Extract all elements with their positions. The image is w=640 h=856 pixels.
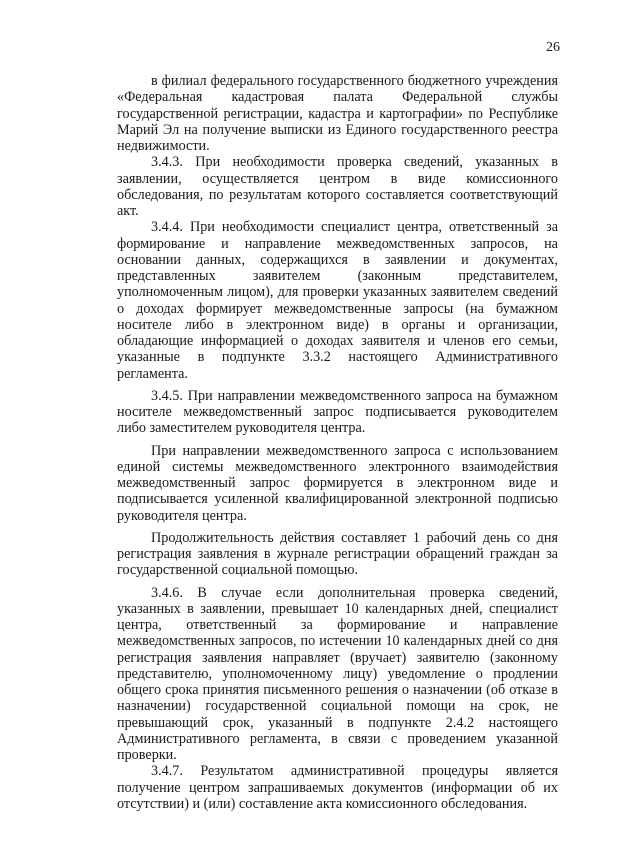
paragraph-3-4-3: 3.4.3. При необходимости проверка сведений, указанных в заявлении, осуществляется центром в виде комиссионного обследования, по результатам которого составляется соответствующий акт. [117, 154, 558, 219]
paragraph-3-4-6: 3.4.6. В случае если дополнительная проверка сведений, указанных в заявлении, превышает 10 календарных дней, специалист центра, ответственный за формирование и направление межведомственных запросов, по истечении 10 календарных дней со дня регистрация заявления направляет (вручает) заявителю (законному представителю, уполномоченному лицу) уведомление о продлении общего срока принятия письменного решения о назначении (об отказе в назначении) государственной социальной помощи на срок, не превышающий срок, указанный в подпункте 2.4.2 настоящего Административного регламента, в связи с проведением указанной проверки. [117, 584, 558, 763]
paragraph-3-4-5: 3.4.5. При направлении межведомственного запроса на бумажном носителе межведомственный запрос подписывается руководителем либо заместителем руководителя центра. [117, 387, 558, 437]
paragraph-filial: в филиал федерального государственного бюджетного учреждения «Федеральная кадастровая палата Федеральной службы государственной регистрации, кадастра и картографии» по Республике Марий Эл на получение выписки из Единого государственного реестра недвижимости. [117, 73, 558, 154]
page-number: 26 [546, 40, 560, 55]
paragraph-electronic-request: При направлении межведомственного запроса с использованием единой системы межведомственного электронного взаимодействия межведомственный запрос формируется в электронном виде и подписывается усиленной квалифицированной электронной подписью руководителя центра. [117, 442, 558, 524]
paragraph-3-4-7: 3.4.7. Результатом административной процедуры является получение центром запрашиваемых документов (информации об их отсутствии) и (или) составление акта комиссионного обследования. [117, 763, 558, 812]
paragraph-duration: Продолжительность действия составляет 1 рабочий день со дня регистрация заявления в журнале регистрации обращений граждан за государственной социальной помощью. [117, 529, 558, 579]
paragraph-3-4-4: 3.4.4. При необходимости специалист центра, ответственный за формирование и направление межведомственных запросов, на основании данных, содержащихся в заявлении и документах, представленных заявителем (законным представителем, уполномоченным лицом), для проверки указанных заявителем сведений о доходах формирует межведомственные запросы (на бумажном носителе либо в электронном виде) в органы и организации, обладающие информацией о доходах заявителя и членов его семьи, указанные в подпункте 3.3.2 настоящего Административного регламента. [117, 219, 558, 382]
document-body [117, 73, 558, 812]
